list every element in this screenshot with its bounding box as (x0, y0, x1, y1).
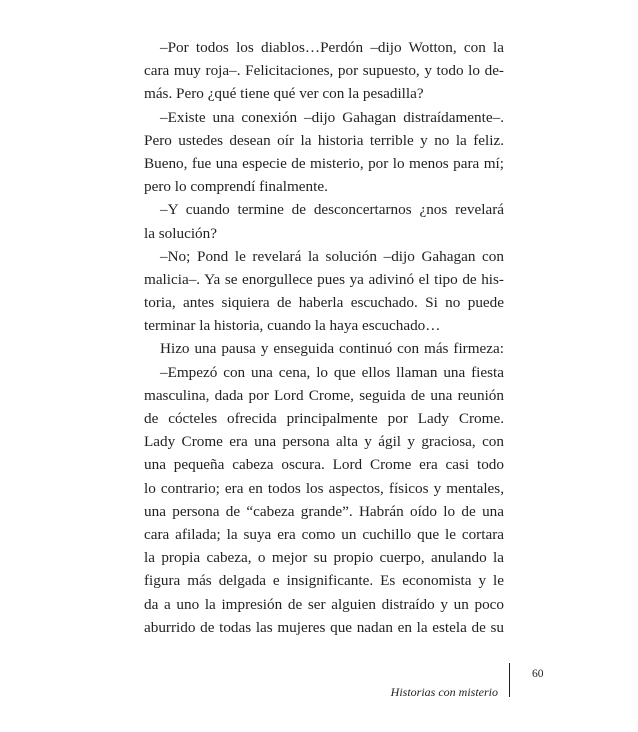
text-line: –Por todos los diablos…Perdón –dijo Wotton, con la (160, 39, 504, 56)
text-line: malicia–. Ya se enorgullece pues ya adivinó el tipo de his- (144, 270, 504, 288)
text-line: Pero ustedes desean oír la historia terrible y no la feliz. (144, 131, 504, 149)
text-line: la propia cabeza, o mejor su propio cuerpo, anulando la (144, 549, 504, 567)
text-line: una persona de “cabeza grande”. Habrán oído lo de una (144, 502, 504, 520)
text-line: cara muy roja–. Felicitaciones, por supuesto, y todo lo de- (144, 62, 504, 80)
text-line: aburrido de todas las mujeres que nadan en la estela de su (144, 618, 504, 636)
text-line: –Existe una conexión –dijo Gahagan distraídamente–. (160, 108, 504, 126)
text-line: figura más delgada e insignificante. Es economista y le (144, 572, 504, 590)
text-line: Bueno, fue una especie de misterio, por lo menos para mí; (144, 154, 504, 172)
page-number: 60 (532, 668, 544, 680)
text-line: masculina, dada por Lord Crome, seguida de una reunión (144, 386, 504, 404)
footer-divider (509, 663, 510, 697)
text-line: –Y cuando termine de desconcertarnos ¿nos revelará (160, 201, 504, 219)
text-line: cara afilada; la suya era como un cuchillo que le cortara (144, 525, 504, 543)
text-line: toria, antes siquiera de haberla escuchado. Si no puede (144, 294, 504, 312)
text-line: –No; Pond le revelará la solución –dijo Gahagan con (160, 247, 504, 265)
running-title: Historias con misterio (390, 685, 498, 699)
text-line: una pequeña cabeza oscura. Lord Crome era casi todo (144, 456, 504, 474)
text-line: la solución? (144, 224, 217, 242)
text-line: terminar la historia, cuando la haya escuchado… (144, 317, 441, 335)
text-line: lo contrario; era en todos los aspectos, físicos y mentales, (144, 479, 504, 497)
text-line: Lady Crome era una persona alta y ágil y graciosa, con (144, 433, 504, 451)
text-line: de cócteles ofrecida principalmente por Lady Crome. (144, 410, 504, 427)
text-line: da a uno la impresión de ser alguien distraído y un poco (144, 595, 504, 613)
text-line: –Empezó con una cena, lo que ellos llaman una fiesta (160, 363, 504, 381)
body-text (144, 36, 504, 639)
text-line: pero lo comprendí finalmente. (144, 178, 328, 196)
text-line: más. Pero ¿qué tiene qué ver con la pesadilla? (144, 85, 424, 103)
text-line: Hizo una pausa y enseguida continuó con más firmeza: (160, 340, 504, 358)
